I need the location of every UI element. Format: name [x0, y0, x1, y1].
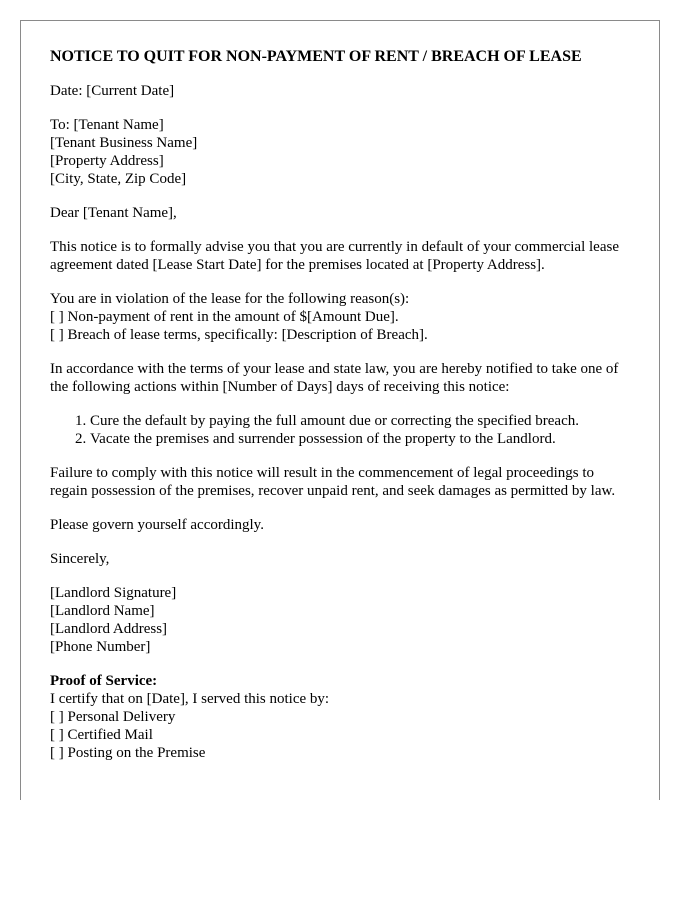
recipient-block: [50, 116, 630, 188]
closing-line: Sincerely,: [50, 551, 110, 567]
action-item: 1. Cure the default by paying the full amount due or correcting the specified breach.: [90, 412, 630, 430]
recipient-line: To: [Tenant Name]: [50, 117, 164, 133]
govern-line: Please govern yourself accordingly.: [50, 517, 264, 533]
proof-method: [ ] Posting on the Premise: [50, 745, 206, 761]
intro-paragraph: This notice is to formally advise you that you are currently in default of your commercial lease agreement dated [Lease Start Date] for the premises located at [Property Address].: [50, 239, 619, 273]
violation-item: [ ] Breach of lease terms, specifically: [Description of Breach].: [50, 327, 428, 343]
salutation: Dear [Tenant Name],: [50, 205, 177, 221]
violation-item: [ ] Non-payment of rent in the amount of $[Amount Due].: [50, 309, 399, 325]
signature-line: [Landlord Name]: [50, 603, 155, 619]
document-title: NOTICE TO QUIT FOR NON-PAYMENT OF RENT / BREACH OF LEASE: [50, 48, 582, 65]
violation-lead: You are in violation of the lease for the following reason(s):: [50, 291, 410, 307]
recipient-line: [Tenant Business Name]: [50, 135, 198, 151]
proof-method: [ ] Personal Delivery: [50, 709, 176, 725]
date-line: Date: [Current Date]: [50, 83, 175, 99]
recipient-line: [Property Address]: [50, 153, 164, 169]
failure-paragraph: Failure to comply with this notice will result in the commencement of legal proceedings to regain possession of the premises, recover unpaid rent, and seek damages as permitted by law.: [50, 465, 616, 499]
signature-line: [Phone Number]: [50, 639, 151, 655]
signature-line: [Landlord Address]: [50, 621, 168, 637]
recipient-line: [City, State, Zip Code]: [50, 171, 187, 187]
action-intro: In accordance with the terms of your lease and state law, you are hereby notified to take one of the following actions within [Number of Days] days of receiving this notice:: [50, 361, 619, 395]
action-list: [50, 412, 630, 448]
proof-certify: I certify that on [Date], I served this notice by:: [50, 691, 330, 707]
proof-heading: Proof of Service:: [50, 673, 158, 689]
proof-of-service: [50, 672, 630, 762]
violation-block: [50, 290, 630, 344]
action-item: 2. Vacate the premises and surrender possession of the property to the Landlord.: [90, 430, 630, 448]
proof-method: [ ] Certified Mail: [50, 727, 153, 743]
signature-line: [Landlord Signature]: [50, 585, 177, 601]
signature-block: [50, 584, 630, 656]
notice-document: [20, 20, 660, 800]
